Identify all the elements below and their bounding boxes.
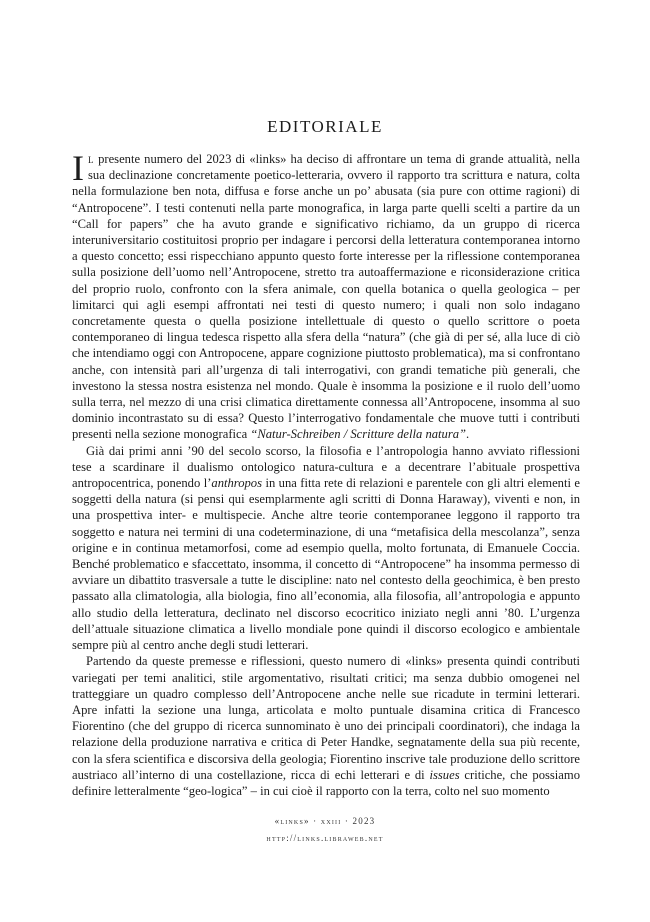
page-title: EDITORIALE bbox=[267, 117, 383, 136]
paragraph-3-part2: critiche, che possiamo definire letteralmente “geo-logica” – in cui cioè il rapporto con la terra, colto nel suo momento bbox=[72, 767, 580, 798]
paragraph-1-end: . bbox=[466, 427, 470, 442]
paragraph-2-part1: Già dai primi anni ’90 del secolo scorso, la filosofia e l’antropologia hanno avviato riflessioni tese a scardinare il dualismo ontologico natura-cultura e a decentrare l’abituale prospettiva antropocentrica, ponendo l’ bbox=[72, 443, 580, 491]
section-title-italic: “Natur-Schreiben / Scritture della natura” bbox=[250, 427, 467, 442]
paragraph-1 bbox=[72, 148, 580, 443]
paragraph-2 bbox=[72, 443, 580, 654]
paragraph-1-text: presente numero del 2023 di «links» ha deciso di affrontare un tema di grande attualità, nella sua declinazione concretamente poetico-letteraria, ovvero il rapporto tra scrittura e natura, colta nella formulazione ben nota, diffusa e forse anche un po’ abusata (sia pure con ottime ragioni) di “Antropocene”. I testi contenuti nella parte monografica, in larga parte quelli scelti a partire da un “Call for papers” che ha avuto grande e significativo richiamo, da un gruppo di ricerca interuniversitario costituitosi proprio per indagare i percorsi della letteratura contemporanea intorno a questo concetto; essi rispecchiano appunto questo forte interesse per la riflessione contemporanea sulla posizione dell’uomo nell’Antropocene, stretto tra autoaffermazione e riconsiderazione critica del proprio ruolo, confronto con la sfera animale, con quella botanica o quella geologica – per limitarci qui agli esempi affrontati nei testi di questo numero; i quali non solo indagano concretamente questa o quella posizione intellettuale di questo o quello scrittore o poeta contemporaneo di lingua tedesca rispetto alla sfera della “natura” (che già di per sé, alla luce di ciò che intendiamo oggi con Antropocene, appare cognizione piuttosto problematica), ma si confrontano anche, con intensità pari all’urgenza di tali interrogativi, con grandi tematiche più generali, che investono la stessa nostra esistenza nel mondo. Quale è insomma la posizione e il ruolo dell’uomo sulla terra, nel mezzo di una crisi climatica direttamente connessa all’Antropocene, insomma al suo dominio incontrastato su di essa? Questo l’interrogativo fondamentale che muove tutti i contributi presenti nella sezione monografica bbox=[72, 152, 580, 442]
journal-url: http://links.libraweb.net bbox=[266, 833, 384, 843]
paragraph-3-part1: Partendo da queste premesse e riflessioni, questo numero di «links» presenta quindi contributi variegati per temi analitici, stile argomentativo, risultati critici; ma senza dubbio omogenei nel tratteggiare un quadro complesso dell’Antropocene anche nelle sue ricadute in termini letterari. Apre infatti la sezione una lunga, articolata e molto puntuale disamina critica di Francesco Fiorentino (che del gruppo di ricerca sunnominato è uno dei principali coordinatori), che indaga la relazione della produzione narrativa e critica di Peter Handke, segnatamente della sua più recente, con la sfera scientifica e discorsiva della geologia; Fiorentino inscrive tale produzione dello scrittore austriaco all’interno di una costellazione, ricca di echi letterari e di bbox=[72, 654, 580, 782]
journal-footer: «links» · xxiii · 2023 bbox=[274, 816, 376, 826]
paragraph-3 bbox=[72, 653, 580, 799]
paragraph-3-italic: issues bbox=[429, 767, 460, 782]
editorial-body bbox=[72, 148, 580, 799]
paragraph-2-part2: in una fitta rete di relazioni e parentele con gli altri elementi e soggetti della natura (si pensi qui esemplarmente agli scritti di Donna Haraway), viventi e non, in una prospettiva inter- e multispecie. Anche altre teorie contemporanee leggono il rapporto tra soggetto e natura nei termini di una codeterminazione, di una “metafisica della mescolanza”, senza origine e in continua metamorfosi, come ad esempio quella, molto fortunata, di Emanuele Coccia. Benché problematico e sfaccettato, insomma, il concetto di “Antropocene” ha insomma permesso di avviare un dibattito trasversale a tutte le discipline: nato nel contesto della geochimica, è ben presto passato alla climatologia, alla biologia, fino all’economia, alla filosofia, all’antropologia e appunto allo studio della letteratura, declinato nel discorso ecocritico iniziato negli anni ’80. L’urgenza dell’attuale situazione climatica a livello mondiale pone quindi il discorso ecologico e ambientale sempre più al centro anche degli studi letterari. bbox=[72, 476, 580, 653]
drop-cap: I bbox=[72, 148, 84, 188]
paragraph-2-italic: anthropos bbox=[211, 476, 263, 491]
small-caps-lead: l bbox=[88, 152, 94, 166]
